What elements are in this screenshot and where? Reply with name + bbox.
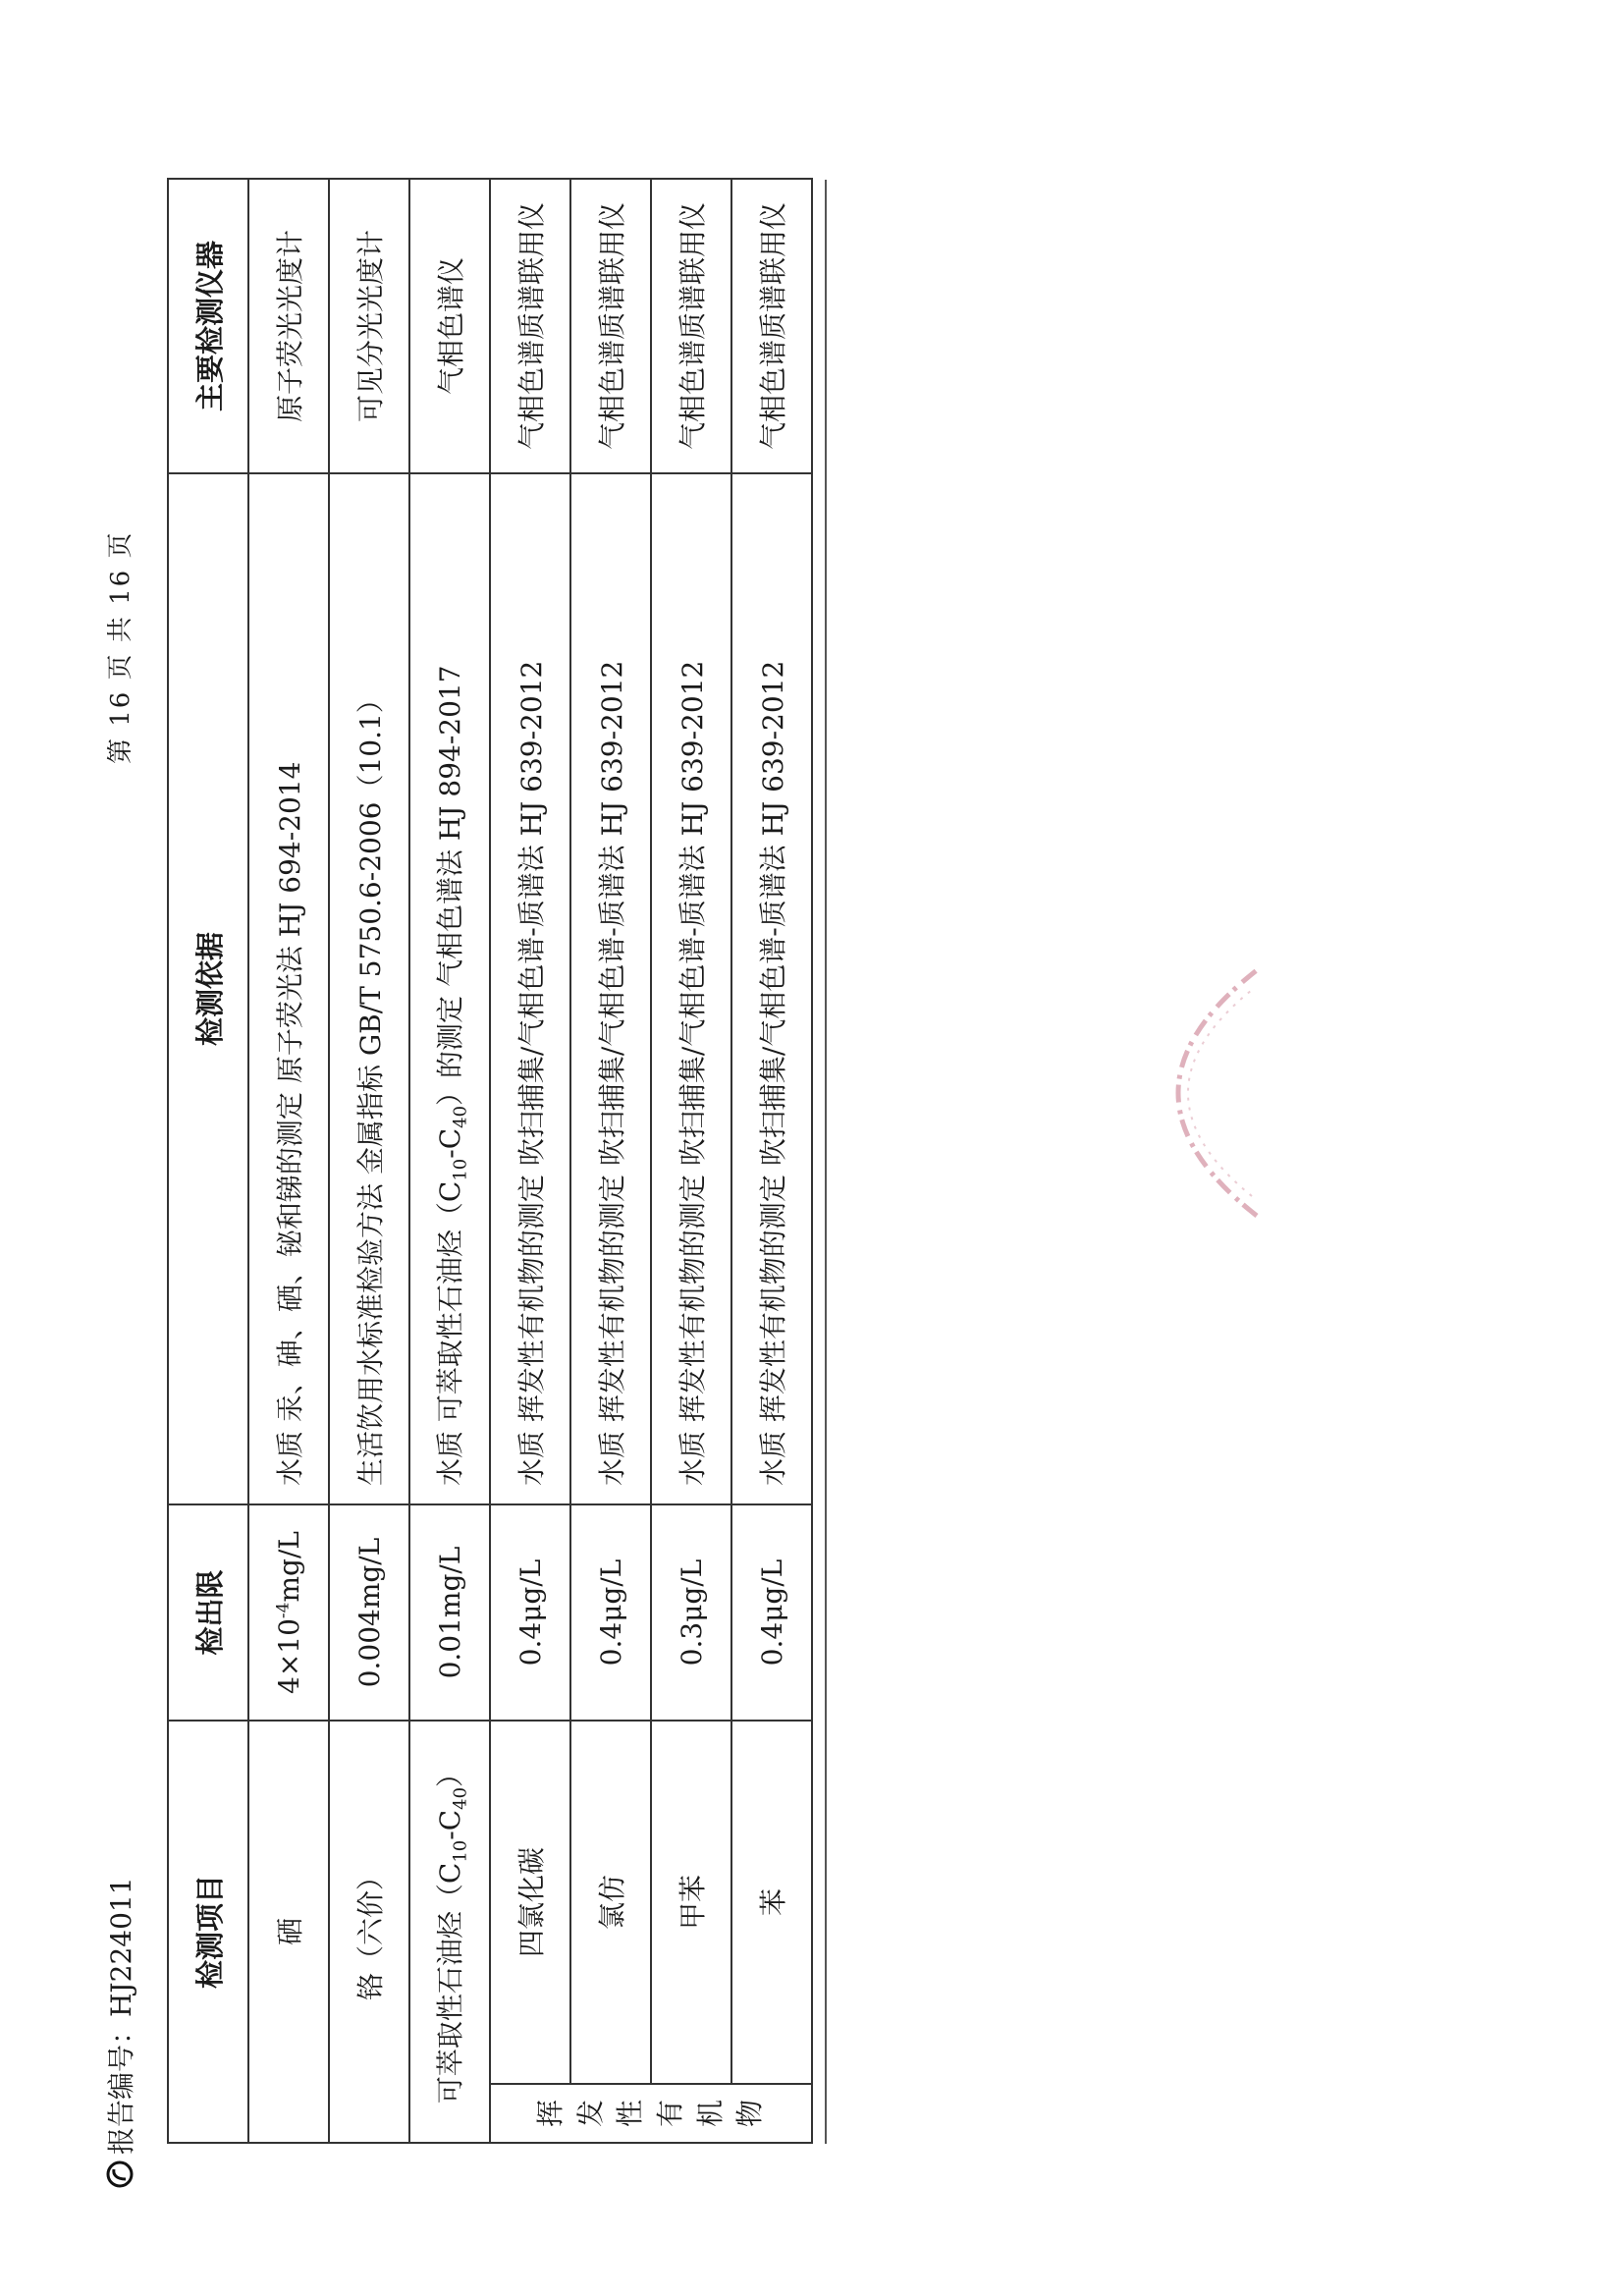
table-header-row (168, 179, 248, 2143)
table-row (570, 179, 651, 2143)
item-cell: 四氯化碳 (490, 1721, 570, 2084)
page-number: 第 16 页 共 16 页 (106, 530, 135, 764)
instrument-cell: 气相色谱质谱联用仪 (651, 179, 731, 473)
basis-cell: 水质 挥发性有机物的测定 吹扫捕集/气相色谱-质谱法 HJ 639-2012 (651, 473, 731, 1504)
table-row (248, 179, 329, 2143)
table-row (731, 179, 812, 2143)
table-row (651, 179, 731, 2143)
instrument-cell: 气相色谱质谱联用仪 (731, 179, 812, 473)
group-label-line: 机物 (693, 2100, 767, 2128)
seal-stamp-fragment (1119, 960, 1267, 1226)
basis-cell: 水质 可萃取性石油烃$(C_{10}-C_{40})$的测定 气相色谱法 HJ 894-2017 (409, 473, 490, 1504)
item-cell: 可萃取性石油烃$(C_{10}-C_{40})$ (409, 1721, 490, 2143)
instrument-cell: 可见分光光度计 (329, 179, 409, 473)
item-cell: 苯 (731, 1721, 812, 2084)
report-number (100, 1877, 139, 2188)
instrument-cell: 气相色谱质谱联用仪 (570, 179, 651, 473)
limit-cell: 0.01mg/L (409, 1504, 490, 1721)
basis-cell: 水质 挥发性有机物的测定 吹扫捕集/气相色谱-质谱法 HJ 639-2012 (490, 473, 570, 1504)
bottom-rule (825, 180, 827, 2144)
item-cell: 硒 (248, 1721, 329, 2143)
group-label-cell (490, 2084, 812, 2143)
table-row (329, 179, 409, 2143)
item-cell: 甲苯 (651, 1721, 731, 2084)
limit-cell: 0.004mg/L (329, 1504, 409, 1721)
item-cell: 氯仿 (570, 1721, 651, 2084)
basis-cell: 水质 汞、砷、硒、铋和锑的测定 原子荧光法 HJ 694-2014 (248, 473, 329, 1504)
header-instrument: 主要检测仪器 (168, 179, 248, 473)
header-limit: 检出限 (168, 1504, 248, 1721)
detection-method-table (167, 178, 813, 2144)
group-label-line: 挥发 (534, 2100, 607, 2128)
table-row (490, 179, 570, 2143)
group-label-line: 性有 (614, 2100, 686, 2128)
limit-cell: 0.4μg/L (570, 1504, 651, 1721)
table-row (409, 179, 490, 2143)
header-basis: 检测依据 (168, 473, 248, 1504)
item-cell: 铬（六价） (329, 1721, 409, 2143)
limit-cell: $4\times 10^{-4}mg/L$ (248, 1504, 329, 1721)
limit-cell: 0.4μg/L (490, 1504, 570, 1721)
basis-cell: 水质 挥发性有机物的测定 吹扫捕集/气相色谱-质谱法 HJ 639-2012 (731, 473, 812, 1504)
company-logo-icon (106, 2160, 134, 2188)
instrument-cell: 原子荧光光度计 (248, 179, 329, 473)
limit-cell: 0.3μg/L (651, 1504, 731, 1721)
limit-cell: 0.4μg/L (731, 1504, 812, 1721)
instrument-cell: 气相色谱仪 (409, 179, 490, 473)
page-header (86, 47, 145, 2188)
report-number-text: 报告编号：HJ224011 (105, 1877, 137, 2155)
basis-cell: 生活饮用水标准检验方法 金属指标 GB/T 5750.6-2006（10.1） (329, 473, 409, 1504)
header-item: 检测项目 (168, 1721, 248, 2143)
basis-cell: 水质 挥发性有机物的测定 吹扫捕集/气相色谱-质谱法 HJ 639-2012 (570, 473, 651, 1504)
instrument-cell: 气相色谱质谱联用仪 (490, 179, 570, 473)
